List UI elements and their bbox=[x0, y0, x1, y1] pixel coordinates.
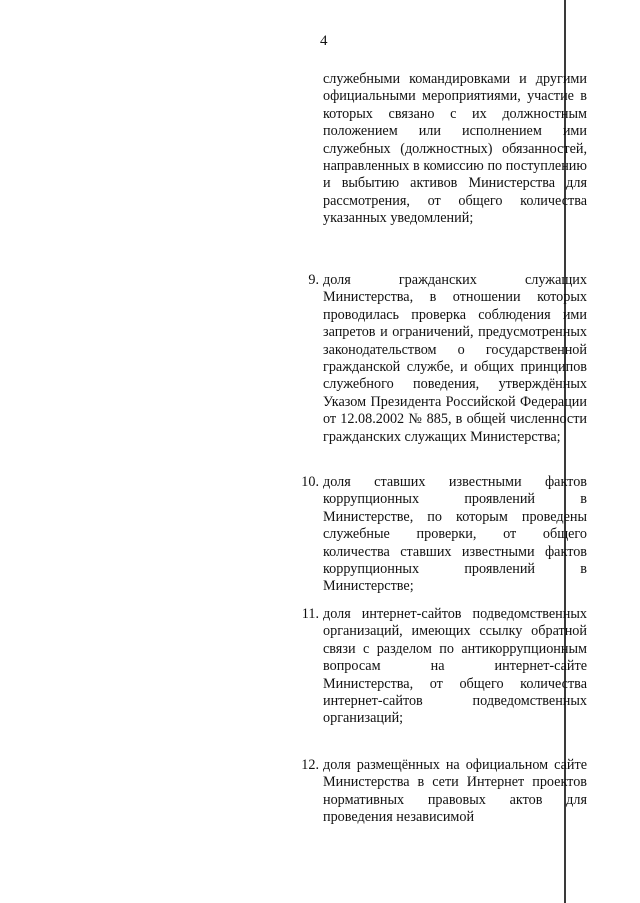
list-item-continuation bbox=[323, 71, 587, 228]
list-item-text: доля гражданских служащих Министерства, в отношении которых проводилась проверка соблюдения ими запретов и ограничений, предусмотренных законодательством о государственной гражданской службе, и общих принципов служебного поведения, утверждённых Указом Президента Российской Федерации от 12.08.2002 № 885, в общей численности гражданских служащих Министерства; bbox=[323, 272, 587, 445]
list-item-10 bbox=[301, 474, 587, 596]
list-item-text: доля размещённых на официальном сайте Министерства в сети Интернет проектов нормативных правовых актов для проведения независимой bbox=[323, 757, 587, 826]
list-item-number: 11. bbox=[301, 606, 319, 622]
list-item-text: доля интернет-сайтов подведомственных организаций, имеющих ссылку обратной связи с разделом по антикоррупционным вопросам на интернет-сайте Министерства, от общего количества интернет-сайтов подведомственных организаций; bbox=[323, 606, 587, 727]
list-item-number: 10. bbox=[301, 474, 319, 490]
list-item-12 bbox=[301, 757, 587, 827]
list-item-number: 9. bbox=[308, 272, 319, 288]
list-item-text: доля ставших известными фактов коррупционных проявлений в Министерстве, по которым проведены служебные проверки, от общего количества ставших известными фактов коррупционных проявлений в Министерстве; bbox=[323, 474, 587, 595]
list-item-11 bbox=[301, 606, 587, 728]
list-item-9 bbox=[308, 272, 587, 446]
list-item-number: 12. bbox=[301, 757, 319, 773]
page-number: 4 bbox=[320, 33, 328, 49]
list-item-text: служебными командировками и другими официальными мероприятиями, участие в которых связано с их должностным положением или исполнением ими служебных (должностных) обязанностей, направленных в комиссию по поступлению и выбытию активов Министерства для рассмотрения, от общего количества указанных уведомлений; bbox=[323, 71, 587, 227]
